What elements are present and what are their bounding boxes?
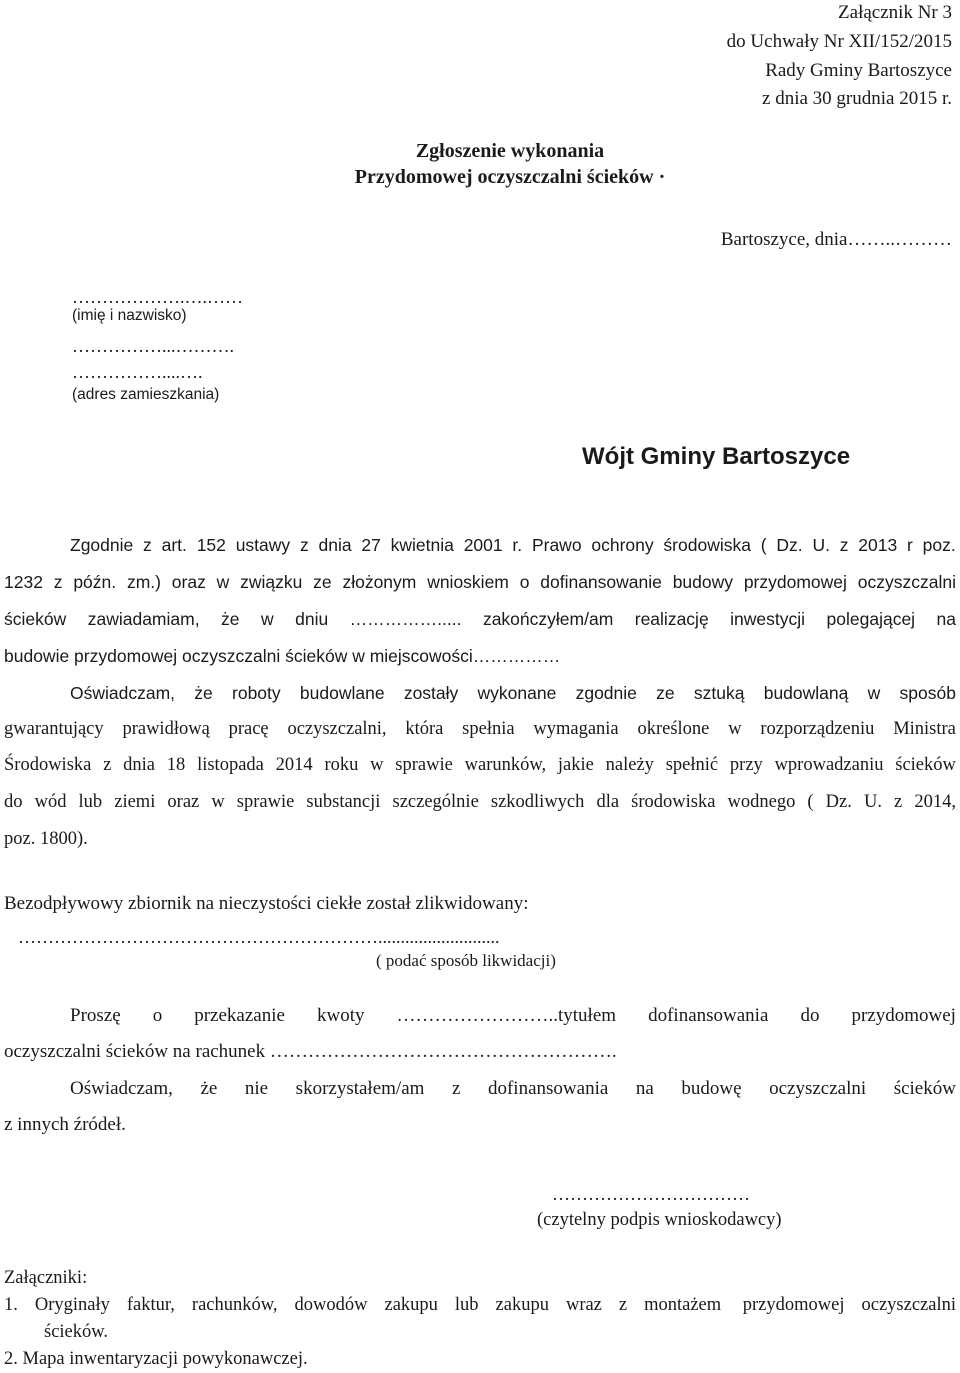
- signature-label: (czytelny podpis wnioskodawcy): [537, 1210, 782, 1230]
- attachment-item-1: 1. Oryginały faktur, rachunków, dowodów zakupu lub zakupu wraz z montażem przydomowej oczyszczalni: [4, 1295, 956, 1315]
- council-name: Rady Gminy Bartoszyce: [765, 60, 952, 81]
- para1-line-3: ścieków zawiadamiam, że w dniu ……………..... zakończyłem/am realizację inwestycji polegającej na: [4, 609, 956, 629]
- place-date: Bartoszyce, dnia……..………: [720, 229, 952, 250]
- para2-line-1: Oświadczam, że roboty budowlane zostały wykonane zgodnie ze sztuką budowlaną w sposób: [70, 683, 956, 703]
- applicant-name-dots: ……………….….……: [72, 287, 243, 307]
- para4-line-2: z innych źródeł.: [4, 1114, 126, 1135]
- tank-label: ( podać sposób likwidacji): [376, 951, 556, 970]
- tank-dots: ……………………………………………………...........................: [18, 927, 500, 947]
- para2-line-4: do wód lub ziemi oraz w sprawie substancji szczególnie szkodliwych dla środowiska wodnego ( Dz. U. z 2014,: [4, 792, 956, 812]
- applicant-name-label: (imię i nazwisko): [72, 307, 187, 324]
- attachments-heading: Załączniki:: [4, 1268, 88, 1288]
- document-subtitle: Przydomowej oczyszczalni ścieków ·: [354, 166, 666, 188]
- attachment-number: Załącznik Nr 3: [838, 2, 952, 23]
- para2-line-5: poz. 1800).: [4, 829, 88, 849]
- attachment-item-1-cont: ścieków.: [44, 1322, 109, 1342]
- recipient: Wójt Gminy Bartoszyce: [582, 443, 851, 470]
- signature-dots: ……………………………: [552, 1184, 750, 1204]
- para3-line-1: Proszę o przekazanie kwoty ……………………..tytułem dofinansowania do przydomowej: [70, 1005, 956, 1026]
- resolution-number: do Uchwały Nr XII/152/2015: [726, 31, 952, 52]
- para3-line-2: oczyszczalni ścieków na rachunek ……………………………………………….: [4, 1041, 617, 1062]
- para1-line-1: Zgodnie z art. 152 ustawy z dnia 27 kwietnia 2001 r. Prawo ochrony środowiska ( Dz. U. z 2013 r poz.: [70, 535, 956, 555]
- para2-line-3: Środowiska z dnia 18 listopada 2014 roku w sprawie warunków, jakie należy spełnić przy wprowadzaniu ścieków: [4, 755, 956, 775]
- applicant-address-dots-2: ……………....….: [72, 362, 203, 382]
- applicant-address-label: (adres zamieszkania): [72, 386, 220, 403]
- document-title: Zgłoszenie wykonania: [415, 140, 605, 162]
- applicant-address-dots-1: ……………...……….: [72, 336, 234, 356]
- para4-line-1: Oświadczam, że nie skorzystałem/am z dofinansowania na budowę oczyszczalni ścieków: [70, 1078, 956, 1099]
- para1-line-2: 1232 z późn. zm.) oraz w związku ze złożonym wnioskiem o dofinansowanie budowy przydomowej oczyszczalni: [4, 572, 956, 592]
- tank-text: Bezodpływowy zbiornik na nieczystości ciekłe został zlikwidowany:: [4, 893, 529, 914]
- attachment-item-2: 2. Mapa inwentaryzacji powykonawczej.: [4, 1349, 308, 1369]
- resolution-date: z dnia 30 grudnia 2015 r.: [762, 88, 952, 109]
- para2-line-2: gwarantujący prawidłową pracę oczyszczalni, która spełnia wymagania określone w rozporządzeniu Ministra: [4, 719, 956, 739]
- para1-line-4: budowie przydomowej oczyszczalni ścieków w miejscowości……………: [4, 646, 561, 666]
